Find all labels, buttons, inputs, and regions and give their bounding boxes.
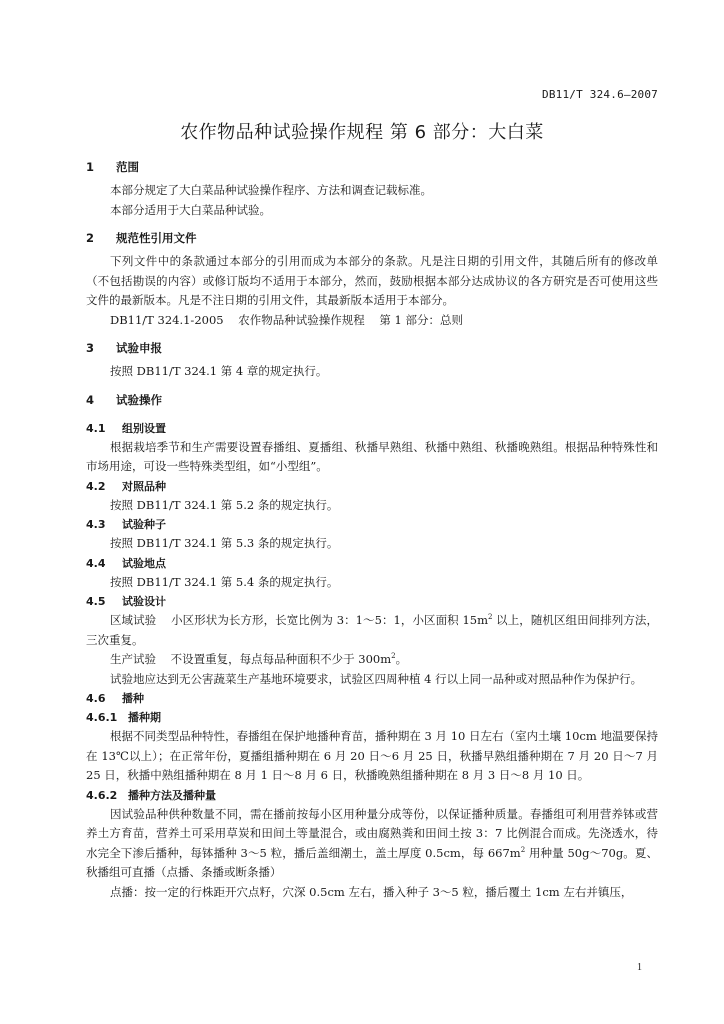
section-4-4-heading bbox=[86, 554, 658, 573]
section-4-5-heading bbox=[86, 592, 658, 611]
section-title: 试验操作 bbox=[116, 392, 162, 407]
section-title: 试验种子 bbox=[122, 518, 166, 531]
paragraph: 下列文件中的条款通过本部分的引用而成为本部分的条款。凡是注日期的引用文件，其随后所有的修改单（不包括勘误的内容）或修订版均不适用于本部分，然而，鼓励根据本部分达成协议的各方研究是否可使用这些文件的最新版本。凡是不注日期的引用文件，其最新版本适用于本部分。 bbox=[86, 254, 658, 307]
section-4-6-1-heading bbox=[86, 708, 658, 727]
paragraph: 按照 DB11/T 324.1 第 4 章的规定执行。 bbox=[110, 364, 328, 378]
section-title: 规范性引用文件 bbox=[116, 231, 197, 245]
section-4-2-heading bbox=[86, 477, 658, 496]
paragraph: 按照 DB11/T 324.1 第 5.3 条的规定执行。 bbox=[110, 536, 339, 550]
standard-code: DB11/T 324.6—2007 bbox=[542, 88, 658, 101]
section-4-3-heading bbox=[86, 515, 658, 534]
section-number: 4 bbox=[86, 392, 95, 407]
section-number: 4.4 bbox=[86, 556, 106, 570]
paragraph: 按照 DB11/T 324.1 第 5.2 条的规定执行。 bbox=[110, 497, 339, 512]
paragraph-regional-trial: 区域试验 小区形状为长方形，长宽比例为 3：1～5：1，小区面积 $15m^2$ 以上，随机区组田间排列方法，三次重复。 bbox=[86, 613, 658, 647]
section-title: 范围 bbox=[116, 160, 139, 174]
paragraph: 本部分规定了大白菜品种试验操作程序、方法和调查记载标准。 bbox=[110, 183, 432, 197]
section-number: 1 bbox=[86, 160, 95, 174]
section-title: 组别设置 bbox=[122, 421, 166, 435]
section-number: 4.6 bbox=[86, 692, 106, 705]
section-title: 播种方法及播种量 bbox=[128, 788, 216, 802]
document-title: 农作物品种试验操作规程 第 6 部分：大白菜 bbox=[180, 122, 544, 143]
section-title: 播种期 bbox=[128, 711, 161, 724]
paragraph: 点播：按一定的行株距开穴点籽，穴深 0.5cm 左右，播入种子 3～5 粒，播后覆土 1cm 左右并镇压， bbox=[110, 884, 633, 899]
section-4-6-2-heading bbox=[86, 786, 658, 805]
document-body bbox=[86, 158, 658, 902]
section-title: 播种 bbox=[122, 692, 144, 705]
section-2-heading bbox=[86, 229, 658, 248]
section-number: 4.5 bbox=[86, 595, 106, 608]
section-number: 4.1 bbox=[86, 421, 106, 435]
section-4-1-heading bbox=[86, 419, 658, 438]
section-1-heading bbox=[86, 158, 658, 177]
section-4-heading bbox=[86, 391, 658, 410]
section-number: 4.2 bbox=[86, 479, 106, 493]
section-number: 4.6.1 bbox=[86, 711, 118, 724]
section-title: 试验地点 bbox=[122, 556, 166, 570]
section-number: 4.6.2 bbox=[86, 788, 118, 802]
section-number: 2 bbox=[86, 231, 95, 245]
paragraph: 按照 DB11/T 324.1 第 5.4 条的规定执行。 bbox=[110, 574, 339, 589]
section-4-6-heading bbox=[86, 689, 658, 708]
section-number: 4.3 bbox=[86, 518, 106, 531]
paragraph-production-trial: 生产试验 不设置重复，每点每品种面积不少于 $300m^2$。 bbox=[110, 652, 408, 666]
paragraph: 试验地应达到无公害蔬菜生产基地环境要求，试验区四周种植 4 行以上同一品种或对照品种作为保护行。 bbox=[110, 671, 643, 686]
section-number: 3 bbox=[86, 341, 95, 355]
paragraph: 根据不同类型品种特性，春播组在保护地播种育苗，播种期在 3 月 10 日左右（室内土壤 10cm 地温要保持在 13℃以上）；在正常年份，夏播组播种期在 6 月 20 日～6 月 25 日，秋播早熟组播种期在 7 月 20 日～7 月 25 日，秋播中熟组播种期在 8 月 1 日～8 月 6 日，秋播晚熟组播种期在 8 月 3 日～8 月 10 日。 bbox=[86, 729, 658, 782]
section-title: 对照品种 bbox=[122, 479, 166, 493]
normative-reference: DB11/T 324.1-2005 农作物品种试验操作规程 第 1 部分：总则 bbox=[110, 312, 463, 327]
paragraph: 本部分适用于大白菜品种试验。 bbox=[110, 202, 271, 217]
section-3-heading bbox=[86, 339, 658, 358]
paragraph: 根据栽培季节和生产需要设置春播组、夏播组、秋播早熟组、秋播中熟组、秋播晚熟组。根据品种特殊性和市场用途，可设一些特殊类型组，如“小型组”。 bbox=[86, 439, 658, 473]
paragraph: 因试验品种供种数量不同，需在播前按每小区用种量分成等份，以保证播种质量。春播组可利用营养钵或营养土方育苗，营养土可采用草炭和田间土等量混合，或由腐熟粪和田间土按 3：7 比例混合而成。先浇透水，待水完全下渗后播种，每钵播种 3～5 粒，播后盖细潮土，盖土厚度 0.5cm，每 $667m^2$ 用种量 50g～70g。夏、秋播组可直播（点播、条播或断条播） bbox=[86, 806, 658, 879]
section-title: 试验申报 bbox=[116, 341, 162, 355]
page-number: 1 bbox=[637, 962, 642, 973]
section-title: 试验设计 bbox=[122, 595, 166, 608]
